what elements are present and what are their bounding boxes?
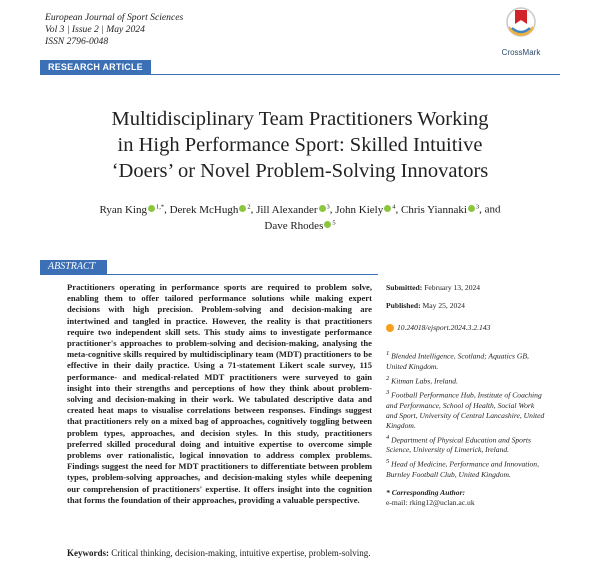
affiliation: $^5$ Head of Medicine, Performance and Innovation, Burnley Football Club, United Kingdom.	[386, 458, 539, 479]
article-title	[40, 106, 560, 184]
abstract-label: ABSTRACT	[40, 260, 107, 274]
published-label: Published:	[386, 301, 421, 310]
crossmark-label: CrossMark	[501, 48, 541, 57]
journal-volume-issue: Vol 3 | Issue 2 | May 2024	[45, 24, 145, 35]
author[interactable]: John Kiely $^4$	[335, 203, 396, 216]
published-date	[386, 301, 546, 311]
doi-text: 10.24018/ejsport.2024.3.2.143	[397, 323, 491, 332]
abstract-bar	[40, 260, 378, 275]
submitted-value: February 13, 2024	[424, 283, 481, 292]
authors-and: and	[484, 203, 501, 216]
submitted-date	[386, 283, 546, 293]
crossmark-badge[interactable]	[496, 6, 546, 57]
author-list: Ryan King $^{1,*}$, Derek McHugh $^2$, Jill Alexander $^3$, John Kiely $^4$, Chris Yiannaki $^3$, and Dave Rhodes $^5$	[99, 203, 501, 233]
affiliation: $^2$ Kitman Labs, Ireland.	[386, 374, 458, 386]
email-value[interactable]: rking12@uclan.ac.uk	[409, 498, 475, 507]
affiliation: $^3$ Football Performance Hub, Institute of Coaching and Performance, School of Health, Social Work and Sport, University of Central Lancashire, United Kingdom.	[386, 389, 545, 430]
affiliation: $^1$ Blended Intelligence, Scotland; Aquatics GB, United Kingdom.	[386, 350, 529, 371]
journal-header	[45, 12, 183, 48]
orcid-icon[interactable]	[319, 205, 326, 212]
author[interactable]: Jill Alexander $^3$	[256, 203, 330, 216]
journal-name: European Journal of Sport Sciences	[45, 12, 184, 23]
author[interactable]: Derek McHugh $^2$	[169, 203, 251, 216]
corresponding-author	[386, 488, 546, 508]
title-line: in High Performance Sport: Skilled Intuitive	[117, 134, 483, 156]
section-label: RESEARCH ARTICLE	[40, 60, 151, 74]
keywords-label: Keywords:	[67, 548, 109, 558]
orcid-icon[interactable]	[239, 205, 246, 212]
crossmark-icon	[504, 6, 538, 42]
submitted-label: Submitted:	[386, 283, 423, 292]
affiliations	[386, 349, 546, 482]
doi-link[interactable]	[386, 323, 546, 333]
title-line: Multidisciplinary Team Practitioners Working	[111, 108, 489, 130]
title-line: ‘Doers’ or Novel Problem-Solving Innovators	[111, 160, 489, 182]
published-value: May 25, 2024	[422, 301, 465, 310]
journal-issn: ISSN 2796-0048	[45, 36, 109, 47]
corresponding-label: * Corresponding Author:	[386, 488, 466, 497]
orcid-icon[interactable]	[384, 205, 391, 212]
orcid-icon[interactable]	[324, 221, 331, 228]
doi-icon	[386, 324, 394, 332]
author[interactable]: Ryan King $^{1,*}$	[99, 203, 165, 216]
corresponding-email[interactable]	[386, 498, 546, 508]
keywords	[67, 547, 372, 559]
orcid-icon[interactable]	[148, 205, 155, 212]
orcid-icon[interactable]	[468, 205, 475, 212]
email-label: e-mail:	[386, 498, 408, 507]
keywords-text: Critical thinking, decision-making, intuitive expertise, problem-solving.	[111, 548, 371, 558]
abstract-text: Practitioners operating in performance sports are required to problem solve, enabling them to offer tailored performance solutions while making expert decisions with high precision. Problem-solving and decision-making are intertwined and tangled in practice. However, the reality is that practitioners require two independent skill sets. This study aims to investigate performance practitioner's approaches to problem-solving and decision-making, analysing the meta-cognitive skills required by multidisciplinary team (MDT) practitioners to be effective in their daily practice. Using a 71-statement Likert scale survey, 115 performance- and medical-related MDT practitioners were surveyed to gain insight into their strengths and perceptions of how they think about problem-solving and decision-making in their work. We tabulated descriptive data and created heat maps to visualise correlations between responses. Findings suggest that practitioners rely on a mixed bag of approaches, cognitively toggling between problem types, approaches, and decision styles. In this study, practitioners preferred skilled procedural doing and intuitive expertise to overcome simple problems over rationalistic, logical innovation to address complex problems. Findings suggest the need for MDT practitioners to differentiate between problem types, problem-solving approaches, and decision-making styles while deepening our comprehension of practitioners' expertise. It offers insight into the cognition that forms the foundation of their approaches, providing a valuable perspective.	[67, 282, 372, 505]
author[interactable]: Chris Yiannaki $^3$	[400, 203, 480, 216]
section-bar	[40, 60, 560, 75]
author[interactable]: Dave Rhodes $^5$	[264, 219, 336, 233]
affiliation: $^4$ Department of Physical Education and Sports Science, University of Limerick, Ireland.	[386, 433, 531, 455]
